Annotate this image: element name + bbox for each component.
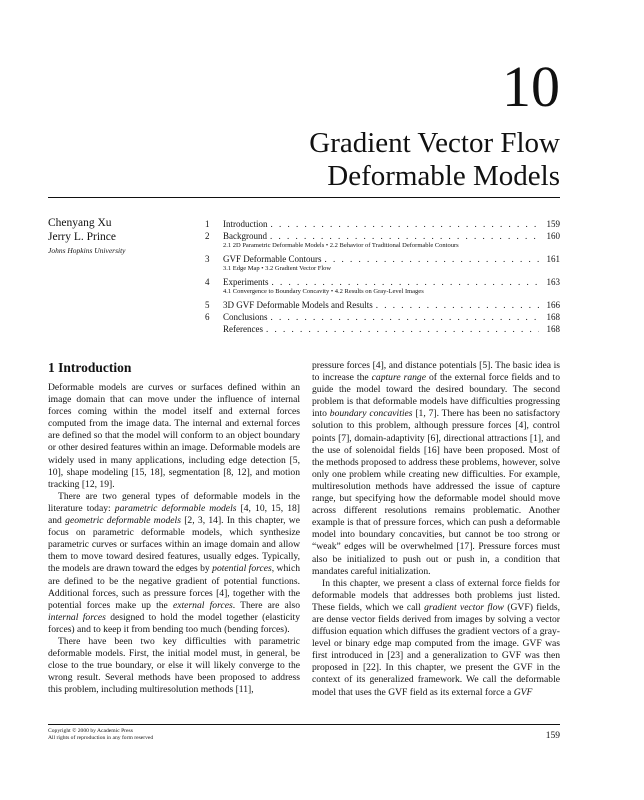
paragraph: pressure forces [4], and distance potentials [5]. The basic idea is to increase the capture range of the external force fields and to guide the model toward the desired boundary. The second problem is that deformable models have difficulties progressing into boundary concavities [1, 7]. There has been no satisfactory solution to this problem, although pressure forces [4], control points [7], domain-adaptivity [6], directional attractions [1], and the use of solenoidal fields [16] have been proposed. Most of the methods proposed to address these problems, however, solve only one problem while creating new difficulties. For example, multiresolution methods have addressed the issue of capture range, but specifying how the deformable model should move across different resolutions remains problematic. Another example is that of pressure forces, which can push a deformable model into boundary concavities, but cannot be too strong or “weak” edges will be overwhelmed [17]. Pressure forces must also be initialized to push out or push in, a condition that mandates careful initialization. [312, 360, 561, 577]
table-of-contents [205, 217, 560, 334]
toc-entry[interactable] [205, 229, 560, 241]
toc-page: 161 [546, 254, 560, 264]
author-name: Chenyang Xu [48, 217, 112, 229]
chapter-title-line1: Gradient Vector Flow [309, 127, 560, 159]
toc-number: 3 [205, 254, 210, 264]
chapter-title-line2: Deformable Models [327, 160, 560, 192]
toc-leader [272, 277, 540, 287]
toc-leader [325, 254, 540, 264]
toc-entry[interactable] [205, 252, 560, 264]
toc-title: GVF Deformable Contours [223, 254, 322, 264]
toc-page: 168 [546, 324, 560, 334]
toc-number: 2 [205, 231, 210, 241]
page-number: 159 [545, 731, 560, 741]
footer-rule [48, 724, 560, 725]
toc-subsections: 3.1 Edge Map • 3.2 Gradient Vector Flow [223, 265, 332, 272]
toc-title: Introduction [223, 219, 268, 229]
chapter-title [309, 127, 560, 193]
right-column [312, 360, 560, 699]
author-affiliation: Johns Hopkins University [48, 246, 126, 255]
toc-leader [271, 312, 539, 322]
toc-title: 3D GVF Deformable Models and Results [223, 300, 373, 310]
copyright-line: Copyright © 2000 by Academic Press [48, 728, 133, 734]
paragraph: In this chapter, we present a class of external force fields for deformable models that addresses both problems just listed. These fields, which we call gradient vector flow (GVF) fields, are dense vector fields derived from images by solving a vector diffusion equation which diffuses the gradient vectors of a gray-level or binary edge map computed from the image. GVF was first introduced in [23] and a generalization to GVF was then proposed in [22]. In this chapter, we present the GVF in the context of its generalized framework. We call the deformable model that uses the GVF field as its external force a GVF [312, 577, 560, 698]
toc-number: 4 [205, 277, 210, 287]
toc-page: 159 [546, 219, 560, 229]
toc-entry[interactable] [205, 322, 560, 334]
paragraph: There have been two key difficulties with parametric deformable models. First, the initial model must, in general, be close to the true boundary, or else it will likely converge to the wrong result. Several methods have been proposed to address this problem, including multiresolution methods [11], [48, 635, 300, 696]
toc-page: 166 [546, 300, 560, 310]
toc-entry[interactable] [205, 298, 560, 310]
toc-leader [376, 300, 539, 310]
chapter-number: 10 [502, 54, 560, 119]
toc-title: Background [223, 231, 267, 241]
toc-subsections: 2.1 2D Parametric Deformable Models • 2.2 Behavior of Traditional Deformable Contours [223, 242, 459, 249]
copyright-line: All rights of reproduction in any form reserved [48, 735, 154, 741]
toc-title: References [223, 324, 263, 334]
toc-entry[interactable] [205, 217, 560, 229]
toc-entry[interactable] [205, 275, 560, 287]
author-name: Jerry L. Prince [48, 231, 117, 243]
toc-page: 168 [546, 312, 560, 322]
toc-page: 160 [546, 231, 560, 241]
toc-page: 163 [546, 277, 560, 287]
toc-title: Conclusions [223, 312, 268, 322]
section-heading: 1 Introduction [48, 360, 132, 375]
toc-number: 1 [205, 219, 210, 229]
paragraph: Deformable models are curves or surfaces defined within an image domain that can move under the influence of internal forces coming within the model itself and external forces computed from the image data. The internal and external forces are defined so that the model will conform to an object boundary or other desired features within an image. Deformable models are widely used in many applications, including edge detection [5, 10], shape modeling [15, 18], segmentation [8, 12], and motion tracking [12, 19]. [48, 382, 301, 490]
copyright-notice [48, 728, 153, 742]
left-column [48, 360, 300, 696]
paragraph: There are two general types of deformable models in the literature today: parametric deformable models [4, 10, 15, 18] and geometric deformable models [2, 3, 14]. In this chapter, we focus on parametric deformable models, which synthesize parametric curves or surfaces within an image domain and allow them to move toward desired features, usually edges. Typically, the models are drawn toward the edges by potential forces, which are defined to be the negative gradient of potential functions. Additional forces, such as pressure forces [4], together with the potential forces make up the external forces. There are also internal forces designed to hold the model together (elasticity forces) and to keep it from bending too much (bending forces). [48, 490, 300, 635]
title-rule [48, 197, 560, 198]
toc-leader [266, 324, 539, 334]
toc-number: 6 [205, 312, 210, 322]
toc-leader [270, 231, 539, 241]
toc-entry[interactable] [205, 310, 560, 322]
toc-leader [271, 219, 540, 229]
toc-number: 5 [205, 300, 210, 310]
toc-title: Experiments [223, 277, 269, 287]
author-block [48, 216, 126, 258]
toc-subsections: 4.1 Convergence to Boundary Concavity • 4.2 Results on Gray-Level Images [223, 288, 424, 295]
